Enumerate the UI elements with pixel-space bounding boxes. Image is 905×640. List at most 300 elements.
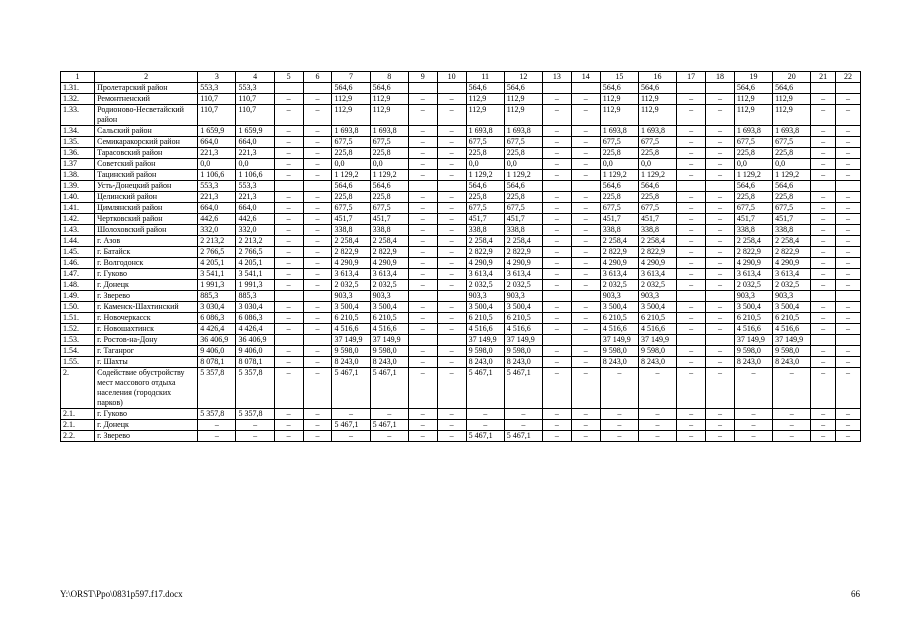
value-cell: 564,6 [600,83,638,94]
value-cell: – [542,302,571,313]
value-cell: 332,0 [198,225,236,236]
value-cell: – [836,214,861,225]
value-cell: 2 258,4 [370,236,408,247]
value-cell: – [303,247,332,258]
value-cell: – [542,280,571,291]
value-cell: 225,8 [773,148,811,159]
value-cell [571,335,600,346]
value-cell [542,291,571,302]
value-cell: – [542,420,571,431]
value-cell: 1 129,2 [773,170,811,181]
value-cell: – [811,203,836,214]
value-cell: 2 822,9 [600,247,638,258]
value-cell: – [677,431,706,442]
value-cell: – [303,192,332,203]
value-cell: 332,0 [236,225,274,236]
value-cell [437,83,466,94]
value-cell: 903,3 [370,291,408,302]
value-cell: 4 290,9 [600,258,638,269]
table-row [61,335,861,346]
value-cell: 37 149,9 [600,335,638,346]
value-cell: 2 032,5 [332,280,370,291]
value-cell: 1 693,8 [600,126,638,137]
value-cell: – [437,94,466,105]
row-number-cell: 2.1. [61,409,95,420]
value-cell: – [706,280,735,291]
value-cell [571,83,600,94]
value-cell: – [542,346,571,357]
value-cell: – [836,137,861,148]
value-cell: 1 693,8 [734,126,772,137]
value-cell: 0,0 [370,159,408,170]
value-cell: 2 258,4 [600,236,638,247]
value-cell [677,83,706,94]
value-cell: – [408,105,437,126]
value-cell: – [734,368,772,409]
value-cell: – [408,159,437,170]
value-cell [811,83,836,94]
value-cell: 553,3 [198,83,236,94]
row-number-cell: 1.51. [61,313,95,324]
row-label-cell: г. Новошахтинск [95,324,198,335]
value-cell: 225,8 [370,192,408,203]
value-cell: – [437,368,466,409]
value-cell: 2 258,4 [504,236,542,247]
value-cell: – [811,225,836,236]
value-cell: – [571,126,600,137]
value-cell: 4 516,6 [466,324,504,335]
row-label-cell: г. Донецк [95,420,198,431]
value-cell: 0,0 [236,159,274,170]
table-row [61,236,861,247]
value-cell: 3 541,1 [236,269,274,280]
row-label-cell: г. Гуково [95,269,198,280]
table-row [61,368,861,409]
value-cell: 1 129,2 [734,170,772,181]
row-label-cell: Пролетарский район [95,83,198,94]
value-cell [706,83,735,94]
header-cell: 12 [504,72,542,83]
row-number-cell: 1.55. [61,357,95,368]
value-cell [303,83,332,94]
value-cell: 225,8 [773,192,811,203]
row-number-cell: 1.40. [61,192,95,203]
table-row [61,214,861,225]
value-cell: 4 290,9 [773,258,811,269]
value-cell: 9 598,0 [504,346,542,357]
table-row [61,431,861,442]
value-cell: 225,8 [466,192,504,203]
row-label-cell: г. Гуково [95,409,198,420]
value-cell: 8 243,0 [638,357,676,368]
row-number-cell: 1.46. [61,258,95,269]
value-cell: 37 149,9 [638,335,676,346]
value-cell: 1 693,8 [504,126,542,137]
value-cell: 2 032,5 [734,280,772,291]
value-cell: – [773,409,811,420]
value-cell: – [571,420,600,431]
value-cell: – [437,192,466,203]
value-cell: 1 693,8 [638,126,676,137]
row-number-cell: 1.41. [61,203,95,214]
value-cell: 1 106,6 [198,170,236,181]
value-cell: 451,7 [600,214,638,225]
row-number-cell: 1.31. [61,83,95,94]
value-cell: – [811,346,836,357]
table-row [61,313,861,324]
value-cell: 3 613,4 [773,269,811,280]
value-cell: 9 406,0 [236,346,274,357]
row-number-cell: 1.32. [61,94,95,105]
value-cell: – [706,126,735,137]
row-number-cell: 2.2. [61,431,95,442]
row-label-cell: Содействие обустройству мест массового отдыха населения (городских парков) [95,368,198,409]
header-cell: 3 [198,72,236,83]
value-cell: 3 500,4 [504,302,542,313]
value-cell: 0,0 [198,159,236,170]
value-cell: 110,7 [198,105,236,126]
row-number-cell: 2. [61,368,95,409]
value-cell: – [811,357,836,368]
value-cell: – [274,420,303,431]
value-cell: – [408,420,437,431]
value-cell: – [638,431,676,442]
header-cell: 16 [638,72,676,83]
value-cell: 4 516,6 [504,324,542,335]
value-cell: – [677,368,706,409]
value-cell: 6 210,5 [600,313,638,324]
value-cell: – [437,302,466,313]
value-cell [408,291,437,302]
value-cell: – [836,247,861,258]
value-cell: – [706,313,735,324]
value-cell: – [811,214,836,225]
value-cell: – [773,420,811,431]
value-cell: 3 613,4 [600,269,638,280]
value-cell: – [811,137,836,148]
value-cell: 6 210,5 [734,313,772,324]
row-label-cell: г. Азов [95,236,198,247]
value-cell: – [638,420,676,431]
value-cell: – [274,324,303,335]
value-cell: – [274,105,303,126]
value-cell: – [811,236,836,247]
value-cell: 677,5 [734,203,772,214]
value-cell: 338,8 [600,225,638,236]
value-cell: – [836,431,861,442]
value-cell: – [706,94,735,105]
value-cell: 5 467,1 [370,368,408,409]
value-cell: – [437,236,466,247]
value-cell [677,291,706,302]
value-cell: – [437,148,466,159]
value-cell: – [571,94,600,105]
value-cell: 37 149,9 [734,335,772,346]
value-cell: – [836,368,861,409]
value-cell: 5 467,1 [466,431,504,442]
row-number-cell: 1.42. [61,214,95,225]
value-cell: – [437,357,466,368]
value-cell: 451,7 [734,214,772,225]
value-cell: 1 991,3 [198,280,236,291]
value-cell: 5 357,8 [236,409,274,420]
value-cell: – [677,105,706,126]
table-row [61,170,861,181]
value-cell: 112,9 [638,94,676,105]
value-cell: 2 258,4 [638,236,676,247]
value-cell: – [542,247,571,258]
row-label-cell: г. Зверево [95,431,198,442]
value-cell: 903,3 [466,291,504,302]
value-cell: – [677,170,706,181]
row-label-cell: Советский район [95,159,198,170]
value-cell: 4 426,4 [236,324,274,335]
value-cell: 112,9 [504,94,542,105]
value-cell: 2 213,2 [198,236,236,247]
value-cell: 3 500,4 [370,302,408,313]
value-cell: – [706,225,735,236]
value-cell: 677,5 [370,137,408,148]
value-cell: 1 693,8 [332,126,370,137]
value-cell: 1 659,9 [236,126,274,137]
value-cell: 9 598,0 [600,346,638,357]
value-cell: 112,9 [332,94,370,105]
row-label-cell: г. Донецк [95,280,198,291]
value-cell [437,181,466,192]
value-cell: 338,8 [370,225,408,236]
value-cell: – [303,431,332,442]
value-cell: – [198,420,236,431]
header-cell: 8 [370,72,408,83]
value-cell: 451,7 [466,214,504,225]
value-cell: – [437,324,466,335]
table-row [61,247,861,258]
value-cell [677,335,706,346]
value-cell: 5 467,1 [332,368,370,409]
value-cell: 225,8 [466,148,504,159]
value-cell: 564,6 [773,83,811,94]
value-cell: 225,8 [332,192,370,203]
value-cell [437,335,466,346]
value-cell: 564,6 [638,83,676,94]
value-cell: – [274,94,303,105]
row-number-cell: 1.39. [61,181,95,192]
value-cell: – [466,420,504,431]
value-cell: – [571,203,600,214]
value-cell: – [408,225,437,236]
value-cell: 2 258,4 [773,236,811,247]
value-cell: 564,6 [600,181,638,192]
value-cell: – [706,105,735,126]
value-cell [836,291,861,302]
value-cell: 451,7 [638,214,676,225]
value-cell: 442,6 [236,214,274,225]
header-cell: 6 [303,72,332,83]
value-cell: 2 032,5 [773,280,811,291]
value-cell: – [274,203,303,214]
value-cell: 3 613,4 [332,269,370,280]
value-cell: 112,9 [370,94,408,105]
value-cell: 6 086,3 [198,313,236,324]
value-cell: 0,0 [466,159,504,170]
header-cell: 7 [332,72,370,83]
value-cell: – [437,170,466,181]
value-cell: 1 693,8 [773,126,811,137]
value-cell: – [408,368,437,409]
header-cell: 2 [95,72,198,83]
table-row [61,420,861,431]
value-cell: – [638,368,676,409]
value-cell: – [437,203,466,214]
value-cell: – [408,192,437,203]
value-cell: – [677,258,706,269]
value-cell [571,291,600,302]
value-cell: – [303,137,332,148]
value-cell: 553,3 [236,181,274,192]
value-cell: 903,3 [734,291,772,302]
value-cell: – [303,420,332,431]
header-cell: 13 [542,72,571,83]
value-cell: – [706,420,735,431]
value-cell: – [504,409,542,420]
value-cell: 2 822,9 [638,247,676,258]
value-cell: 112,9 [773,105,811,126]
value-cell: – [836,357,861,368]
value-cell: – [571,346,600,357]
header-cell: 4 [236,72,274,83]
value-cell: – [236,420,274,431]
value-cell: 6 210,5 [773,313,811,324]
value-cell: 8 243,0 [370,357,408,368]
table-row [61,203,861,214]
value-cell: 564,6 [332,83,370,94]
value-cell: – [571,313,600,324]
value-cell: 664,0 [236,137,274,148]
value-cell: – [303,346,332,357]
value-cell: – [571,105,600,126]
header-cell: 1 [61,72,95,83]
value-cell: – [408,269,437,280]
row-label-cell: г. Ростов-на-Дону [95,335,198,346]
value-cell: 564,6 [370,83,408,94]
value-cell: – [836,346,861,357]
value-cell: 112,9 [734,105,772,126]
value-cell: – [571,170,600,181]
value-cell: – [706,269,735,280]
value-cell: – [332,431,370,442]
value-cell: – [542,203,571,214]
table-row [61,258,861,269]
value-cell: – [677,269,706,280]
value-cell: – [706,192,735,203]
value-cell: – [706,409,735,420]
row-number-cell: 1.52. [61,324,95,335]
value-cell: 564,6 [332,181,370,192]
value-cell: – [303,159,332,170]
value-cell: – [466,409,504,420]
value-cell: – [836,324,861,335]
value-cell: – [303,126,332,137]
value-cell: – [437,225,466,236]
value-cell: 564,6 [466,83,504,94]
value-cell: – [836,159,861,170]
value-cell: 225,8 [638,192,676,203]
value-cell: 664,0 [198,137,236,148]
value-cell: – [274,192,303,203]
value-cell: – [571,192,600,203]
header-cell: 17 [677,72,706,83]
value-cell: 1 106,6 [236,170,274,181]
value-cell: 112,9 [504,105,542,126]
value-cell: 2 032,5 [504,280,542,291]
value-cell: – [811,420,836,431]
page-number: 66 [851,589,860,599]
value-cell: – [677,126,706,137]
value-cell: – [811,302,836,313]
value-cell: 677,5 [600,203,638,214]
value-cell: – [542,225,571,236]
row-number-cell: 1.49. [61,291,95,302]
value-cell: – [836,280,861,291]
value-cell: 1 129,2 [600,170,638,181]
value-cell [303,181,332,192]
value-cell: – [677,302,706,313]
value-cell: 677,5 [504,137,542,148]
value-cell: 8 243,0 [773,357,811,368]
value-cell: 9 598,0 [370,346,408,357]
table-row [61,302,861,313]
value-cell: 4 290,9 [504,258,542,269]
value-cell: – [836,170,861,181]
value-cell [811,335,836,346]
value-cell: – [542,94,571,105]
value-cell: – [437,258,466,269]
value-cell: 1 129,2 [370,170,408,181]
value-cell [542,335,571,346]
value-cell: – [811,192,836,203]
value-cell: 9 598,0 [773,346,811,357]
value-cell: 0,0 [600,159,638,170]
value-cell: – [542,368,571,409]
value-cell: – [677,94,706,105]
value-cell: – [571,431,600,442]
value-cell: 9 598,0 [734,346,772,357]
value-cell: 4 290,9 [466,258,504,269]
value-cell: 4 290,9 [332,258,370,269]
value-cell: 225,8 [734,148,772,159]
value-cell: – [274,302,303,313]
value-cell: 3 500,4 [600,302,638,313]
value-cell: 4 205,1 [198,258,236,269]
value-cell: 110,7 [236,105,274,126]
value-cell: 564,6 [370,181,408,192]
value-cell: 37 149,9 [332,335,370,346]
value-cell: – [571,214,600,225]
value-cell: – [677,409,706,420]
value-cell: – [571,159,600,170]
table-row [61,269,861,280]
value-cell: – [811,105,836,126]
value-cell [274,291,303,302]
value-cell: – [542,269,571,280]
value-cell: – [836,105,861,126]
value-cell: 6 210,5 [466,313,504,324]
value-cell [274,83,303,94]
value-cell: 37 149,9 [773,335,811,346]
value-cell: 225,8 [600,148,638,159]
value-cell: 5 467,1 [466,368,504,409]
row-label-cell: г. Таганрог [95,346,198,357]
